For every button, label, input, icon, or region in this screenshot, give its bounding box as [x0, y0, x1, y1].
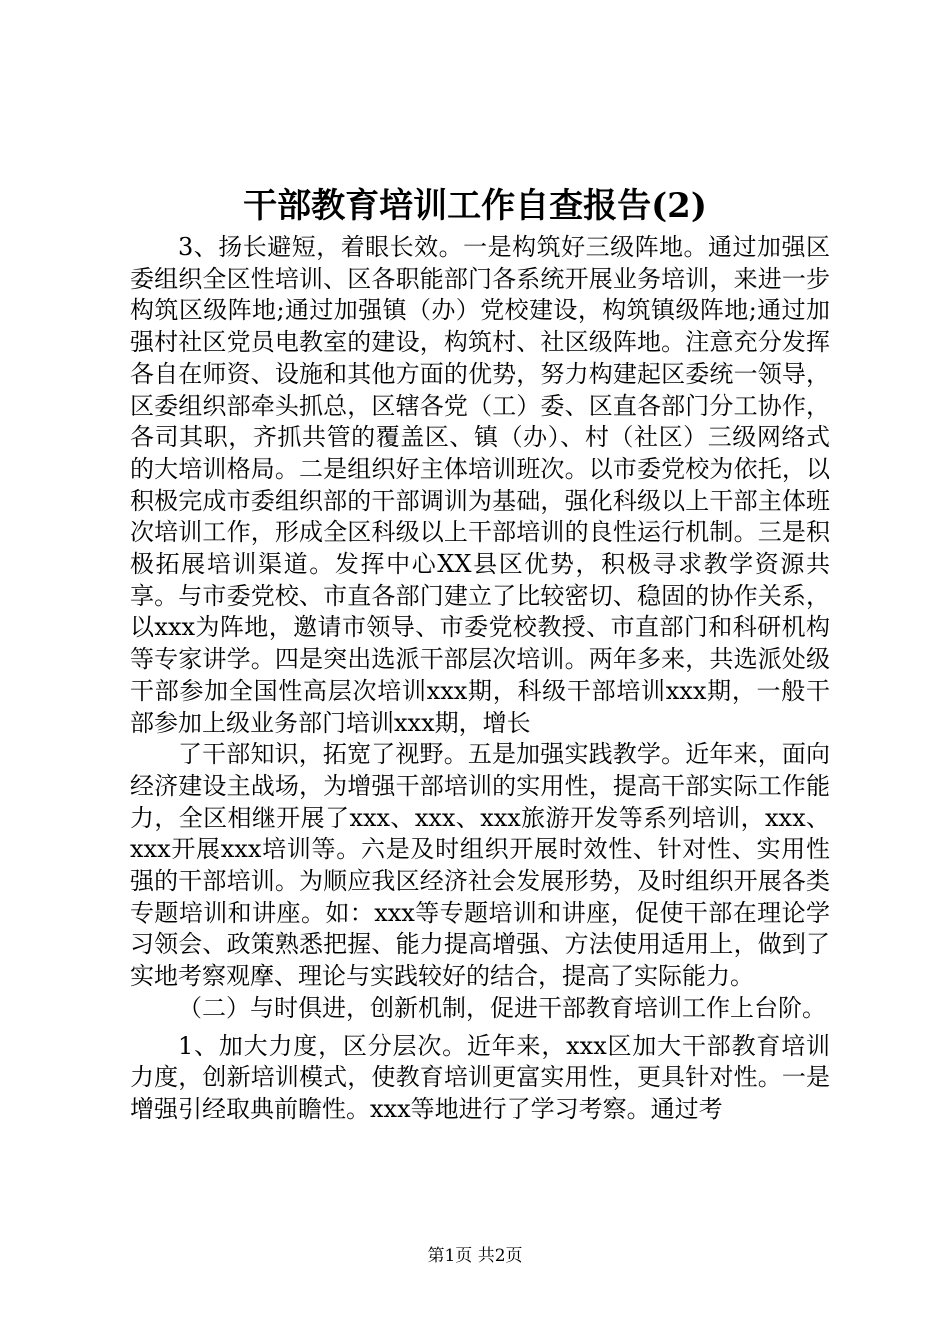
paragraph-1: 3、扬长避短，着眼长效。一是构筑好三级阵地。通过加强区委组织全区性培训、区各职能部门各系统开展业务培训，来进一步构筑区级阵地;通过加强镇（办）党校建设，构筑镇级阵地;通过加强村社区党员电教室的建设，构筑村、社区级阵地。注意充分发挥各自在师资、设施和其他方面的优势，努力构建起区委统一领导，区委组织部牵头抓总，区辖各党（工）委、区直各部门分工协作，各司其职，齐抓共管的覆盖区、镇（办）、村（社区）三级网络式的大培训格局。二是组织好主体培训班次。以市委党校为依托，以积极完成市委组织部的干部调训为基础，强化科级以上干部主体班次培训工作，形成全区科级以上干部培训的良性运行机制。三是积极拓展培训渠道。发挥中心XX县区优势，积极寻求教学资源共享。与市委党校、市直各部门建立了比较密切、稳固的协作关系，以xxx为阵地，邀请市领导、市委党校教授、市直部门和科研机构等专家讲学。四是突出选派干部层次培训。两年多来，共选派处级干部参加全国性高层次培训xxx期，科级干部培训xxx期，一般干部参加上级业务部门培训xxx期，增长	[130, 233, 830, 737]
paragraph-2: 了干部知识，拓宽了视野。五是加强实践教学。近年来，面向经济建设主战场，为增强干部培训的实用性，提高干部实际工作能力，全区相继开展了xxx、xxx、xxx旅游开发等系列培训，xxx、xxx开展xxx培训等。六是及时组织开展时效性、针对性、实用性强的干部培训。为顺应我区经济社会发展形势，及时组织开展各类专题培训和讲座。如：xxx等专题培训和讲座，促使干部在理论学习领会、政策熟悉把握、能力提高增强、方法使用适用上，做到了实地考察观摩、理论与实践较好的结合，提高了实际能力。	[130, 740, 830, 991]
paragraph-4: 1、加大力度，区分层次。近年来，xxx区加大干部教育培训力度，创新培训模式，使教育培训更富实用性，更具针对性。一是增强引经取典前瞻性。xxx等地进行了学习考察。通过考	[130, 1031, 830, 1123]
paragraph-3: （二）与时俱进，创新机制，促进干部教育培训工作上台阶。	[178, 993, 826, 1022]
page-number: 第1页 共2页	[427, 1246, 523, 1266]
document-body	[130, 232, 830, 1126]
document-title: 干部教育培训工作自查报告(2)	[243, 186, 707, 226]
